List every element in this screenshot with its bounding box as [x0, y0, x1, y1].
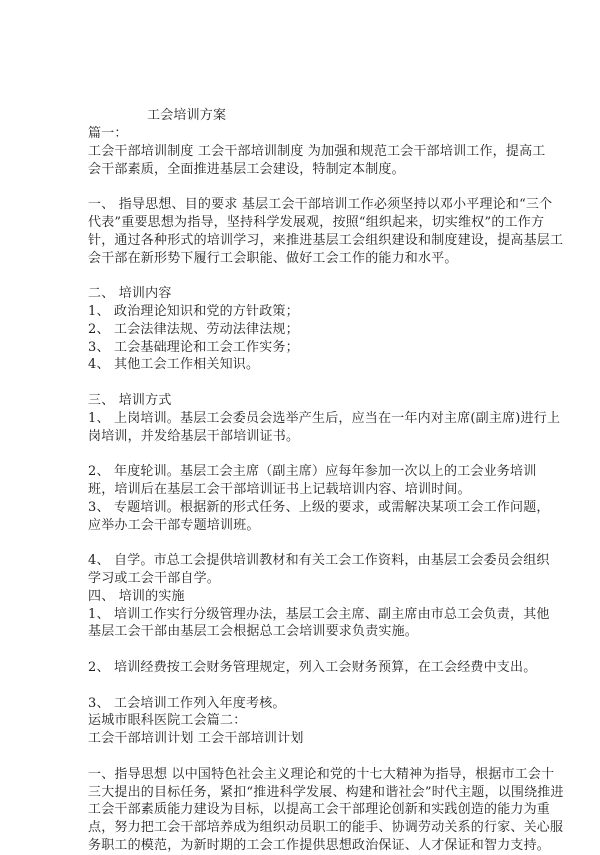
document-line: 1、 政治理论知识和党的方针政策； — [88, 304, 299, 319]
document-line: 4、 其他工会工作相关知识。 — [88, 357, 260, 373]
document-line: 一、 指导思想、目的要求 基层工会干部培训工作必须坚持以邓小平理论和“三个 — [88, 197, 553, 213]
document-line: 二、 培训内容 — [88, 286, 172, 302]
document-line: 岗培训，并发给基层干部培训证书。 — [88, 428, 300, 444]
document-line: 会干部在新形势下履行工会职能、做好工会工作的能力和水平。 — [88, 250, 458, 266]
document-line: 3、 专题培训。根据新的形式任务、上级的要求，或需解决某项工会工作问题， — [88, 499, 550, 515]
document-line: 2、 年度轮训。基层工会主席（副主席）应每年参加一次以上的工会业务培训 — [88, 464, 537, 480]
document-line: 4、 自学。市总工会提供培训教材和有关工会工作资料，由基层工会委员会组织 — [88, 553, 550, 569]
document-line: 班，培训后在基层工会干部培训证书上记载培训内容、培训时间。 — [88, 482, 471, 497]
document-line: 1、 培训工作实行分级管理办法，基层工会主席、副主席由市总工会负责，其他 — [88, 606, 550, 622]
document-line: 针，通过各种形式的培训学习，来推进基层工会组织建设和制度建设，提高基层工 — [88, 232, 564, 248]
document-line: 一、指导思想 以中国特色社会主义理论和党的十七大精神为指导，根据市工会十 — [88, 766, 555, 782]
document-line: 代表”重要思想为指导，坚持科学发展观，按照“组织起来，切实维权”的工作方 — [88, 215, 545, 230]
document-line: 应举办工会干部专题培训班。 — [88, 517, 260, 533]
document-line: 1、 上岗培训。基层工会委员会选举产生后，应当在一年内对主席(副主席)进行上 — [88, 410, 561, 426]
document-line: 2、 工会法律法规、劳动法律法规； — [88, 321, 299, 337]
document-line: 3、 工会基础理论和工会工作实务； — [88, 339, 299, 355]
document-line: 工会干部培训制度 工会干部培训制度 为加强和规范工会干部培训工作，提高工 — [88, 143, 546, 159]
document-line: 会干部素质，全面推进基层工会建设，特制定本制度。 — [88, 161, 405, 177]
document-line: 基层工会干部由基层工会根据总工会培训要求负责实施。 — [88, 624, 419, 640]
document-line: 3、 工会培训工作列入年度考核。 — [88, 695, 286, 711]
document-line: 学习或工会干部自学。 — [88, 571, 221, 586]
document-line: 运城市眼科医院工会篇二： — [88, 713, 247, 729]
document-line: 2、 培训经费按工会财务管理规定，列入工会财务预算，在工会经费中支出。 — [88, 660, 537, 675]
document-title: 工会培训方案 — [147, 108, 227, 123]
document-line: 四、 培训的实施 — [88, 588, 185, 604]
document-line: 篇一： — [88, 126, 128, 141]
document-line: 工会干部素质能力建设为目标，以提高工会干部理论创新和实践创造的能力为重 — [88, 802, 551, 818]
document-line: 工会干部培训计划 工会干部培训计划 — [88, 731, 304, 747]
document-line: 务职工的模范，为新时期的工会工作提供思想政治保证、人才保证和智力支持。 — [88, 838, 551, 853]
document-line: 三大提出的目标任务，紧扣“推进科学发展、构建和谐社会”时代主题，以围绕推进 — [88, 784, 564, 800]
document-line: 三、 培训方式 — [88, 393, 172, 408]
document-line: 点，努力把工会干部培养成为组织动员职工的能手、协调劳动关系的行家、关心服 — [88, 820, 564, 836]
